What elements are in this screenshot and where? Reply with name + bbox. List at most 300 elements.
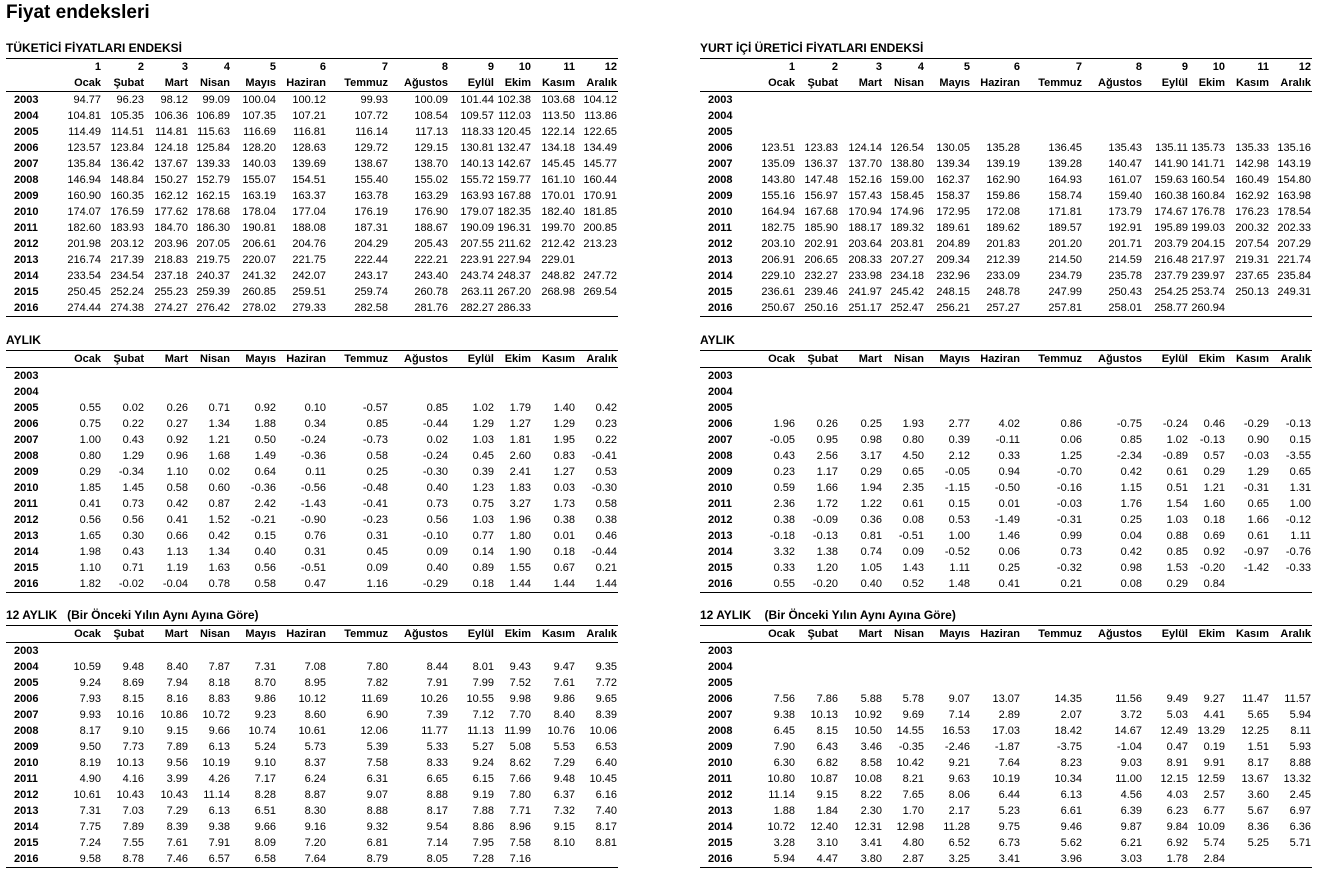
value-cell: 0.45 — [366, 546, 388, 558]
value-cell: 126.54 — [890, 142, 924, 154]
value-cell: 0.09 — [366, 562, 388, 574]
value-cell: 0.03 — [553, 482, 575, 494]
ppi-index-title: YURT İÇİ ÜRETİCİ FİYATLARI ENDEKSİ — [700, 41, 924, 55]
value-cell: 160.84 — [1191, 190, 1225, 202]
value-cell: 1.10 — [79, 562, 101, 574]
value-cell: 233.09 — [986, 270, 1020, 282]
value-cell: 0.38 — [553, 514, 575, 526]
value-cell: -0.31 — [1056, 514, 1082, 526]
value-cell: 136.42 — [110, 158, 144, 170]
value-cell: 8.15 — [816, 725, 838, 737]
value-cell: 135.11 — [1155, 142, 1188, 154]
value-cell: 10.06 — [589, 725, 617, 737]
value-cell: 7.12 — [472, 709, 494, 721]
value-cell: 9.19 — [472, 789, 494, 801]
value-cell — [495, 368, 532, 385]
value-cell: 0.25 — [1120, 514, 1142, 526]
value-cell: -0.09 — [812, 514, 838, 526]
value-cell: 130.05 — [936, 142, 970, 154]
value-cell: 152.16 — [848, 174, 882, 186]
value-cell: -1.15 — [944, 482, 970, 494]
value-cell — [756, 384, 796, 400]
value-cell: 0.58 — [166, 482, 188, 494]
value-cell: 9.48 — [122, 661, 144, 673]
value-cell — [756, 400, 796, 416]
value-cell: -0.29 — [389, 576, 449, 593]
value-cell: 6.81 — [366, 837, 388, 849]
table-row — [6, 284, 618, 300]
value-cell: 218.83 — [154, 254, 188, 266]
month-header: Mart — [839, 351, 883, 368]
value-cell: 140.13 — [460, 158, 494, 170]
value-cell: 5.33 — [426, 741, 448, 753]
value-cell: 6.13 — [208, 805, 230, 817]
value-cell — [883, 675, 925, 691]
value-cell: 229.01 — [541, 254, 575, 266]
value-cell: 122.65 — [583, 126, 617, 138]
value-cell: 235.84 — [1277, 270, 1311, 282]
year-cell: 2014 — [14, 546, 39, 558]
value-cell: 12.31 — [854, 821, 882, 833]
month-header: Temmuz — [1021, 75, 1083, 92]
value-cell: 3.28 — [773, 837, 795, 849]
value-cell: 12.49 — [1160, 725, 1188, 737]
value-cell: 96.23 — [116, 94, 144, 106]
table-row — [6, 544, 618, 560]
value-cell: 0.21 — [595, 562, 617, 574]
value-cell: 254.25 — [1154, 286, 1188, 298]
value-cell — [1021, 92, 1083, 109]
value-cell: 1.11 — [1290, 530, 1311, 542]
value-cell — [796, 675, 839, 691]
value-cell: 123.84 — [110, 142, 144, 154]
value-cell: 6.92 — [1166, 837, 1188, 849]
value-cell: 9.07 — [366, 789, 388, 801]
value-cell: 1.84 — [816, 805, 838, 817]
value-cell: 206.65 — [804, 254, 838, 266]
value-cell: 8.81 — [595, 837, 617, 849]
value-cell: 6.57 — [189, 851, 231, 868]
table-row — [6, 643, 618, 660]
value-cell: 9.87 — [1120, 821, 1142, 833]
value-cell: 6.36 — [1289, 821, 1311, 833]
year-cell: 2009 — [708, 741, 733, 753]
value-cell — [756, 124, 796, 140]
month-header: Şubat — [796, 75, 839, 92]
value-cell: 0.46 — [1203, 418, 1225, 430]
value-cell: 9.66 — [208, 725, 230, 737]
value-cell: 256.21 — [925, 300, 971, 317]
value-cell: 140.47 — [1108, 158, 1142, 170]
value-cell: 13.67 — [1241, 773, 1269, 785]
value-cell: -0.31 — [1243, 482, 1269, 494]
value-cell: 278.02 — [231, 300, 277, 317]
value-cell — [327, 643, 389, 660]
value-cell — [576, 300, 618, 317]
value-cell: 130.81 — [460, 142, 494, 154]
value-cell — [1021, 675, 1083, 691]
value-cell: 6.51 — [254, 805, 276, 817]
value-cell: 0.42 — [208, 530, 230, 542]
value-cell — [796, 400, 839, 416]
value-cell: 8.36 — [1247, 821, 1269, 833]
value-cell — [756, 643, 796, 660]
month-header: Nisan — [883, 351, 925, 368]
year-cell: 2003 — [708, 94, 733, 106]
value-cell — [389, 643, 449, 660]
value-cell: 10.34 — [1054, 773, 1082, 785]
month-number-row — [700, 59, 1312, 76]
value-cell: 0.71 — [208, 402, 230, 414]
value-cell: 237.18 — [154, 270, 188, 282]
value-cell — [1226, 851, 1270, 868]
value-cell: -1.43 — [300, 498, 326, 510]
value-cell: 10.08 — [854, 773, 882, 785]
value-cell — [971, 124, 1021, 140]
value-cell: 156.97 — [804, 190, 838, 202]
value-cell: 3.27 — [509, 498, 531, 510]
month-header: Ekim — [1189, 75, 1226, 92]
value-cell: 243.17 — [354, 270, 388, 282]
value-cell: 7.80 — [509, 789, 531, 801]
month-number: 9 — [449, 59, 495, 76]
value-cell: 0.88 — [1166, 530, 1188, 542]
value-cell — [796, 108, 839, 124]
value-cell: 8.62 — [509, 757, 531, 769]
year-cell: 2010 — [708, 206, 733, 218]
value-cell: 286.33 — [495, 300, 532, 317]
value-cell: 8.39 — [595, 709, 617, 721]
table-row — [6, 464, 618, 480]
value-cell: 1.10 — [166, 466, 188, 478]
month-header: Ocak — [756, 351, 796, 368]
month-header: Haziran — [277, 351, 327, 368]
month-header: Ekim — [495, 75, 532, 92]
value-cell: 6.39 — [1120, 805, 1142, 817]
value-cell: 135.09 — [761, 158, 795, 170]
value-cell: 0.56 — [254, 562, 276, 574]
value-cell: 7.61 — [553, 677, 575, 689]
value-cell: 1.55 — [509, 562, 531, 574]
value-cell: 188.17 — [848, 222, 882, 234]
value-cell: 101.44 — [460, 94, 494, 106]
value-cell: 0.06 — [998, 546, 1020, 558]
month-header: Temmuz — [327, 75, 389, 92]
value-cell: 145.77 — [583, 158, 617, 170]
value-cell: 2.60 — [509, 450, 531, 462]
value-cell: 181.85 — [583, 206, 617, 218]
value-cell: 227.94 — [497, 254, 531, 266]
value-cell: 129.72 — [354, 142, 388, 154]
value-cell: -0.44 — [591, 546, 617, 558]
value-cell: 0.61 — [902, 498, 924, 510]
value-cell: 7.86 — [816, 693, 838, 705]
value-cell: 243.74 — [460, 270, 494, 282]
year-cell: 2016 — [700, 851, 756, 868]
year-cell: 2003 — [708, 645, 733, 657]
value-cell: 106.36 — [154, 110, 188, 122]
value-cell: -0.89 — [1162, 450, 1188, 462]
month-number: 7 — [1021, 59, 1083, 76]
page-title: Fiyat endeksleri — [6, 2, 150, 23]
value-cell: 138.70 — [414, 158, 448, 170]
value-cell — [1189, 400, 1226, 416]
value-cell — [971, 384, 1021, 400]
month-header: Aralık — [576, 75, 618, 92]
table-row — [700, 787, 1312, 803]
value-cell: 248.15 — [936, 286, 970, 298]
value-cell — [1226, 300, 1270, 317]
value-cell: 9.69 — [902, 709, 924, 721]
value-cell — [1021, 643, 1083, 660]
value-cell: 269.54 — [583, 286, 617, 298]
value-cell: 0.85 — [1120, 434, 1142, 446]
value-cell: 9.27 — [1203, 693, 1225, 705]
value-cell — [1021, 124, 1083, 140]
value-cell: 0.45 — [472, 450, 494, 462]
value-cell: 0.90 — [1247, 434, 1269, 446]
value-cell: 5.03 — [1166, 709, 1188, 721]
value-cell — [1189, 675, 1226, 691]
value-cell: 160.38 — [1154, 190, 1188, 202]
value-cell: 107.35 — [242, 110, 276, 122]
table-row — [700, 496, 1312, 512]
year-cell: 2012 — [14, 238, 39, 250]
value-cell: 3.46 — [860, 741, 882, 753]
value-cell: 196.31 — [497, 222, 531, 234]
year-cell: 2015 — [14, 562, 39, 574]
value-cell: 10.50 — [854, 725, 882, 737]
value-cell: 0.40 — [426, 482, 448, 494]
value-cell: 9.98 — [509, 693, 531, 705]
table-row — [6, 268, 618, 284]
month-header: Aralık — [1270, 626, 1312, 643]
year-cell: 2004 — [708, 386, 733, 398]
value-cell: 104.81 — [67, 110, 101, 122]
value-cell: 116.14 — [355, 126, 388, 138]
month-header: Mayıs — [925, 351, 971, 368]
value-cell — [883, 384, 925, 400]
value-cell: 282.58 — [327, 300, 389, 317]
value-cell: 2.17 — [948, 805, 970, 817]
value-cell — [1270, 851, 1312, 868]
value-cell: 122.14 — [541, 126, 575, 138]
value-cell: -0.32 — [1056, 562, 1082, 574]
year-cell: 2015 — [14, 837, 39, 849]
table-row — [6, 108, 618, 124]
value-cell: 6.31 — [366, 773, 388, 785]
table-row — [6, 528, 618, 544]
value-cell: 0.92 — [166, 434, 188, 446]
value-cell: 170.01 — [541, 190, 575, 202]
value-cell: 1.88 — [773, 805, 795, 817]
value-cell: 217.39 — [110, 254, 144, 266]
value-cell: 1.00 — [948, 530, 970, 542]
value-cell: 0.33 — [773, 562, 795, 574]
value-cell: 0.25 — [860, 418, 882, 430]
value-cell: 2.77 — [948, 418, 970, 430]
value-cell — [1226, 400, 1270, 416]
year-cell: 2004 — [708, 661, 733, 673]
value-cell: 0.64 — [254, 466, 276, 478]
value-cell — [1270, 643, 1312, 660]
value-cell: 1.49 — [254, 450, 276, 462]
month-header: Şubat — [796, 351, 839, 368]
value-cell: 190.81 — [242, 222, 276, 234]
value-cell: 10.19 — [202, 757, 230, 769]
value-cell: -1.42 — [1243, 562, 1269, 574]
value-cell: 132.47 — [497, 142, 531, 154]
value-cell: 7.91 — [208, 837, 230, 849]
value-cell: 7.14 — [948, 709, 970, 721]
value-cell: 170.91 — [583, 190, 617, 202]
value-cell: 212.42 — [541, 238, 575, 250]
value-cell: 174.67 — [1154, 206, 1188, 218]
value-cell: 6.52 — [948, 837, 970, 849]
value-cell: 159.63 — [1154, 174, 1188, 186]
value-cell: 216.74 — [67, 254, 101, 266]
value-cell: 0.38 — [595, 514, 617, 526]
value-cell: 10.92 — [854, 709, 882, 721]
value-cell: 203.79 — [1154, 238, 1188, 250]
value-cell: 0.02 — [122, 402, 144, 414]
month-header-row — [700, 75, 1312, 92]
value-cell: 1.53 — [1166, 562, 1188, 574]
corner-cell — [6, 75, 62, 92]
value-cell: 1.25 — [1060, 450, 1082, 462]
value-cell: 7.39 — [426, 709, 448, 721]
table-row — [6, 659, 618, 675]
month-header: Haziran — [277, 626, 327, 643]
month-number: 12 — [576, 59, 618, 76]
year-cell: 2004 — [14, 110, 39, 122]
value-cell: 0.73 — [122, 498, 144, 510]
value-cell: 105.35 — [110, 110, 144, 122]
value-cell: 2.57 — [1203, 789, 1225, 801]
value-cell: 6.30 — [773, 757, 795, 769]
value-cell: 6.53 — [595, 741, 617, 753]
value-cell: 8.88 — [1289, 757, 1311, 769]
value-cell — [1226, 368, 1270, 385]
value-cell: 137.67 — [154, 158, 188, 170]
value-cell: 128.20 — [242, 142, 276, 154]
table-row — [700, 771, 1312, 787]
ppi-monthly-title: AYLIK — [700, 333, 735, 347]
value-cell: 162.90 — [986, 174, 1020, 186]
value-cell: 8.10 — [553, 837, 575, 849]
value-cell — [839, 400, 883, 416]
year-cell: 2013 — [708, 254, 733, 266]
value-cell: 7.72 — [595, 677, 617, 689]
value-cell: 0.14 — [472, 546, 494, 558]
value-cell: 3.99 — [166, 773, 188, 785]
value-cell: 2.87 — [883, 851, 925, 868]
value-cell: 0.58 — [231, 576, 277, 593]
month-header: Haziran — [277, 75, 327, 92]
year-cell: 2009 — [708, 190, 733, 202]
year-cell: 2007 — [14, 709, 39, 721]
value-cell: 100.09 — [414, 94, 448, 106]
value-cell: 8.83 — [208, 693, 230, 705]
month-header: Temmuz — [327, 351, 389, 368]
value-cell — [925, 124, 971, 140]
value-cell: 7.88 — [472, 805, 494, 817]
value-cell: 6.13 — [208, 741, 230, 753]
value-cell: 159.40 — [1108, 190, 1142, 202]
value-cell: 229.10 — [761, 270, 795, 282]
value-cell: 3.72 — [1120, 709, 1142, 721]
value-cell: 259.39 — [196, 286, 230, 298]
value-cell: 260.94 — [1189, 300, 1226, 317]
value-cell: -0.48 — [362, 482, 388, 494]
value-cell: 268.98 — [541, 286, 575, 298]
value-cell: 8.95 — [304, 677, 326, 689]
value-cell: -3.75 — [1056, 741, 1082, 753]
value-cell: 8.39 — [166, 821, 188, 833]
month-header: Nisan — [189, 351, 231, 368]
value-cell: 155.16 — [761, 190, 795, 202]
value-cell: 0.31 — [366, 530, 388, 542]
value-cell: 159.77 — [497, 174, 531, 186]
value-cell — [1226, 92, 1270, 109]
value-cell: 5.25 — [1247, 837, 1269, 849]
value-cell: 7.58 — [366, 757, 388, 769]
value-cell: 1.93 — [902, 418, 924, 430]
value-cell: 7.90 — [773, 741, 795, 753]
value-cell: 6.16 — [595, 789, 617, 801]
value-cell: 107.21 — [292, 110, 326, 122]
value-cell — [1143, 92, 1189, 109]
value-cell: 155.72 — [460, 174, 494, 186]
value-cell: 99.09 — [202, 94, 230, 106]
value-cell: 241.97 — [848, 286, 882, 298]
value-cell: 135.73 — [1191, 142, 1225, 154]
value-cell: 10.13 — [810, 709, 838, 721]
value-cell: 0.56 — [426, 514, 448, 526]
year-cell: 2012 — [14, 789, 39, 801]
table-row — [6, 236, 618, 252]
value-cell: 9.46 — [1060, 821, 1082, 833]
value-cell: 233.98 — [848, 270, 882, 282]
value-cell: 139.28 — [1048, 158, 1082, 170]
month-header: Haziran — [971, 626, 1021, 643]
table-row — [700, 739, 1312, 755]
value-cell: 203.81 — [890, 238, 924, 250]
ppi-index-table — [700, 58, 1312, 317]
value-cell: 203.96 — [154, 238, 188, 250]
value-cell: 1.29 — [472, 418, 494, 430]
value-cell — [189, 384, 231, 400]
value-cell: 0.39 — [948, 434, 970, 446]
value-cell: 219.31 — [1235, 254, 1269, 266]
value-cell: 0.23 — [773, 466, 795, 478]
value-cell: 8.70 — [254, 677, 276, 689]
value-cell: 1.29 — [122, 450, 144, 462]
value-cell: 1.52 — [208, 514, 230, 526]
value-cell: 183.93 — [110, 222, 144, 234]
value-cell: 11.77 — [421, 725, 448, 737]
value-cell: 139.19 — [986, 158, 1020, 170]
value-cell: 107.72 — [354, 110, 388, 122]
value-cell: 1.31 — [1289, 482, 1311, 494]
value-cell: 161.07 — [1108, 174, 1142, 186]
value-cell: -0.36 — [300, 450, 326, 462]
value-cell: 140.03 — [242, 158, 276, 170]
table-row — [700, 416, 1312, 432]
value-cell — [231, 368, 277, 385]
value-cell: 248.37 — [497, 270, 531, 282]
value-cell: 4.47 — [796, 851, 839, 868]
